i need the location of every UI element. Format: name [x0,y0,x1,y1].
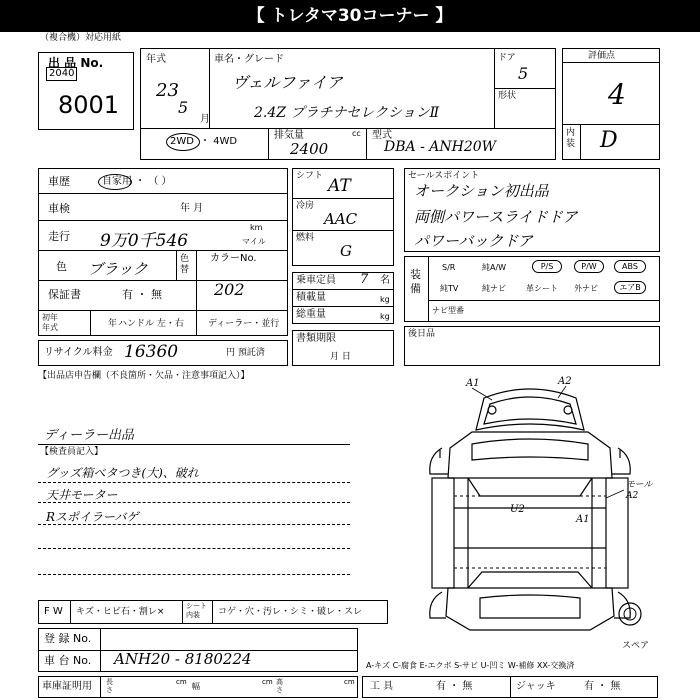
capacity-label: 乗車定員 [296,275,336,286]
doc-unit: 月 日 [330,352,351,362]
car-name: ヴェルファイア [232,73,343,92]
fw-options: キズ・ヒビ石・割レ× [76,607,165,617]
equip-pw: P/W [574,260,604,273]
disp-label: 排気量 [274,130,304,141]
later-box [404,326,660,366]
sales-line-1: オークション初出品 [414,182,549,200]
tools-label: 工 具 [370,681,394,692]
score-label: 評価点 [588,51,616,61]
ac-value: AAC [324,210,358,228]
name-label: 車名・グレード [214,54,284,65]
mileage-label: 走行 [48,230,70,243]
lot-stamp: 2040 [46,67,77,81]
reg-label: 登 録 No. [44,632,92,645]
equip-airbag: エアB [614,281,646,294]
model-code: DBA - ANH20W [384,139,497,155]
seat-label: シート内装 [186,602,207,619]
car-diagram [410,378,660,648]
month-unit: 月 [200,114,210,125]
header-title: 【 トレタマ30コーナー 】 [247,6,453,26]
mark-side: A1 [576,514,590,525]
equip-extnav: 外ナビ [574,284,598,293]
note-line-2: 天井モーター [46,488,118,502]
door-value: 5 [518,64,529,83]
equip-ps: P/S [532,260,562,273]
cert-cm-1: cm [176,678,187,686]
fuel-label: 燃料 [296,233,315,243]
fuel-value: G [340,242,352,260]
inspector-label: 【検査員記入】 [40,447,104,457]
later-label: 後日品 [408,329,436,339]
drive-4wd: ・ 4WD [200,136,238,147]
equip-tv: 純TV [440,284,459,293]
equip-alloy: 純A/W [482,263,507,272]
mark-center: U2 [510,504,525,515]
shift-value: AT [328,176,351,196]
interior-value: D [600,128,618,153]
mileage-value: 9万0千546 [100,231,189,251]
sales-line-3: パワーバックドア [414,232,533,250]
disp-unit: cc [352,129,361,138]
capacity-value: 7 [360,272,369,287]
color-label: 色 [56,260,67,273]
door-label: ドア [498,53,516,63]
warranty-options: 有 ・ 無 [122,288,162,301]
warranty-label: 保証書 [48,288,81,301]
sales-line-2: 両側パワースライドドア [414,208,578,226]
form-note: （複合機）対応用紙 [40,33,122,43]
mark-front-right: A2 [558,376,572,387]
interior-label: 内装 [566,128,576,149]
shape-label: 形状 [498,91,517,101]
load-label: 積載量 [296,292,326,303]
year-unit: 年 [108,319,118,329]
spare-label: スペア [622,641,650,651]
shift-label: シフト [296,171,324,181]
equip-sr: S/R [442,263,456,272]
sales-label: セールスポイント [408,171,480,181]
recycle-value: 16360 [124,342,179,362]
note-line-1: グッズ箱べタつき(大)、破れ [46,466,199,480]
first-reg-sub: 初年 [42,313,58,322]
cert-height: 高さ [276,678,283,694]
equip-leather: 革シート [526,284,558,293]
model-label: 型式 [372,130,392,141]
first-reg-label: 年式 [42,323,58,332]
inspection-label: 車検 [48,202,70,215]
chassis-label: 車 台 No. [44,654,92,667]
equipment-label: 装備 [410,268,421,295]
cert-cm-3: cm [344,678,355,686]
history-options: 自家用 ・ （ ） [102,176,172,187]
history-label: 車歴 [48,175,70,188]
chassis-value: ANH20 - 8180224 [114,650,252,668]
month-value: 5 [178,98,189,117]
cert-length: 長さ [106,678,113,694]
ac-label: 冷房 [296,201,315,211]
cert-cm-2: cm [262,678,273,686]
year-value: 23 [156,80,179,101]
color-no-label: カラーNo. [210,253,257,264]
dealer-note: ディーラー出品 [44,428,134,443]
declaration-label: 【出品店申告欄（不良箇所・欠品・注意事項記入）】 [38,371,250,381]
mark-molding: モール A2 [626,480,653,501]
dealer-label: ディーラー・並行 [208,319,280,329]
legend: A-キズ C-腐食 E-エクボ S-サビ U-凹ミ W-補修 XX-交換済 [366,661,575,670]
note-line-3: Rスポイラーバゲ [46,510,139,524]
displacement: 2400 [290,140,329,158]
year-label: 年式 [146,54,166,65]
equip-nav: 純ナビ [482,284,506,293]
gross-label: 総重量 [296,309,326,320]
doc-label: 書類期限 [296,333,336,344]
capacity-unit: 名 [380,275,390,286]
equip-abs: ABS [614,260,646,273]
fw-label: F W [44,606,63,617]
color-swap: 色替 [180,254,190,275]
km-unit: km [250,223,263,232]
mark-front-left: A1 [466,378,480,389]
nav-model-label: ナビ型番 [432,306,464,315]
car-grade: 2.4Z プラチナセレクションⅡ [254,105,440,121]
lot-number: 8001 [58,91,120,119]
lot-label: 出 品 No. [48,56,104,70]
tools-options: 有 ・ 無 [436,681,473,692]
inspection-units: 年 月 [180,203,204,214]
jack-label: ジャッキ [516,681,556,692]
recycle-label: リサイクル料金 [44,347,113,358]
mile-unit: マイル [242,237,266,246]
score-value: 4 [608,78,626,111]
color-value: ブラック [88,260,148,278]
gross-unit: kg [380,312,390,321]
drive-2wd: 2WD [170,136,194,147]
cert-label: 車庫証明用 [42,681,92,692]
recycle-unit: 円 預託済 [226,348,265,358]
handle-label: ハンドル 左・右 [118,319,184,329]
jack-options: 有 ・ 無 [584,681,621,692]
cert-width: 幅 [192,682,200,691]
color-no: 202 [214,280,245,299]
load-unit: kg [380,295,390,304]
seat-options: コゲ・穴・汚レ・シミ・破レ・スレ [218,607,363,617]
